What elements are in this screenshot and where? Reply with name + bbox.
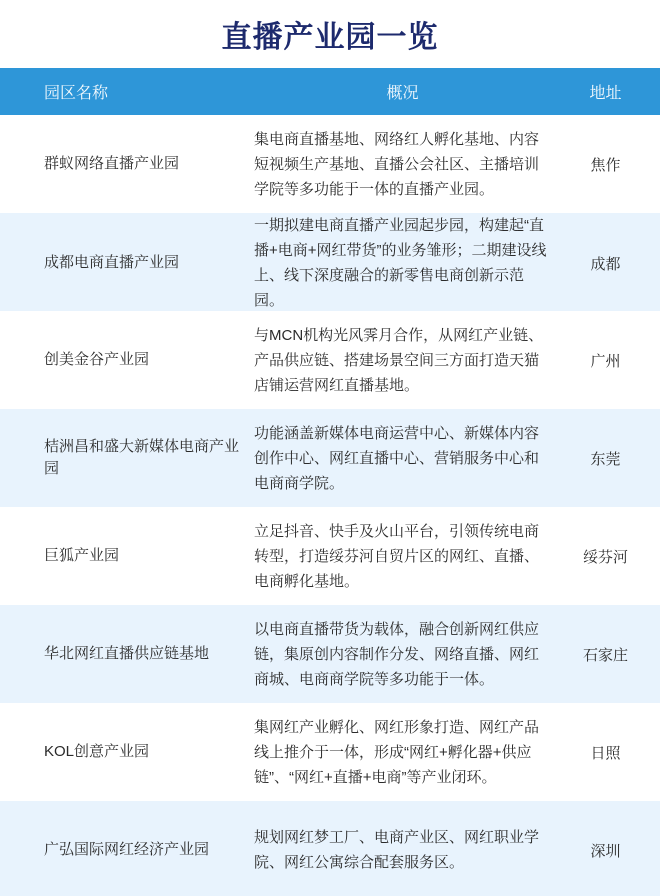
table-row [0,703,660,801]
overview-text: 规划网红梦工厂、电商产业区、网红职业学院、网红公寓综合配套服务区。 [254,829,540,871]
overview-cell [254,213,551,313]
park-name-cell: 桔洲昌和盛大新媒体电商产业园 [44,438,240,477]
overview-cell [254,409,551,507]
address-cell: 深圳 [590,842,621,860]
overview-cell [254,801,551,896]
address-cell: 焦作 [590,156,621,174]
table-row [0,605,660,703]
overview-cell [254,311,551,409]
overview-cell [254,507,551,605]
overview-cell [254,703,551,801]
park-name-cell: 巨狐产业园 [44,547,120,564]
park-name-cell: 成都电商直播产业园 [44,254,180,271]
column-header-address: 地址 [589,85,622,102]
overview-text: 立足抖音、快手及火山平台，引领传统电商转型，打造绥芬河自贸片区的网红、直播、电商孵化基地。 [254,522,540,590]
column-header-park-name: 园区名称 [44,85,109,102]
table-row [0,213,660,311]
address-cell: 日照 [590,744,621,762]
parks-table [0,68,660,896]
title-bar [0,0,660,68]
address-cell: 石家庄 [582,646,628,664]
table-header-row [0,68,660,115]
park-name-cell: 创美金谷产业园 [44,351,150,368]
table-row [0,409,660,507]
address-cell: 成都 [590,255,621,273]
overview-text: 与MCN机构光风霁月合作，从网红产业链、产品供应链、搭建场景空间三方面打造天猫店铺运营网红直播基地。 [254,326,544,394]
table-row [0,801,660,896]
overview-text: 集网红产业孵化、网红形象打造、网红产品线上推介于一体，形成“网红+孵化器+供应链”、“网红+直播+电商”等产业闭环。 [254,718,540,786]
overview-cell [254,115,551,213]
overview-cell [254,605,551,703]
table-row [0,507,660,605]
park-name-cell: 广弘国际网红经济产业园 [44,841,210,858]
column-header-overview: 概况 [386,85,419,102]
address-cell: 广州 [590,352,621,370]
address-cell: 东莞 [590,450,621,468]
park-name-cell: KOL创意产业园 [44,743,150,760]
overview-text: 功能涵盖新媒体电商运营中心、新媒体内容创作中心、网红直播中心、营销服务中心和电商商学院。 [254,424,540,492]
address-cell: 绥芬河 [582,548,628,566]
page-title: 直播产业园一览 [221,21,439,54]
overview-text: 集电商直播基地、网络红人孵化基地、内容短视频生产基地、直播公会社区、主播培训学院等多功能于一体的直播产业园。 [254,130,540,198]
overview-text: 以电商直播带货为载体，融合创新网红供应链，集原创内容制作分发、网络直播、网红商城、电商商学院等多功能于一体。 [254,620,540,688]
park-name-cell: 华北网红直播供应链基地 [44,645,210,662]
park-name-cell: 群蚁网络直播产业园 [44,155,180,172]
table-row [0,115,660,213]
table-row [0,311,660,409]
overview-text: 一期拟建电商直播产业园起步园，构建起“直播+电商+网红带货”的业务雏形；二期建设线上、线下深度融合的新零售电商创新示范园。 [254,217,547,309]
